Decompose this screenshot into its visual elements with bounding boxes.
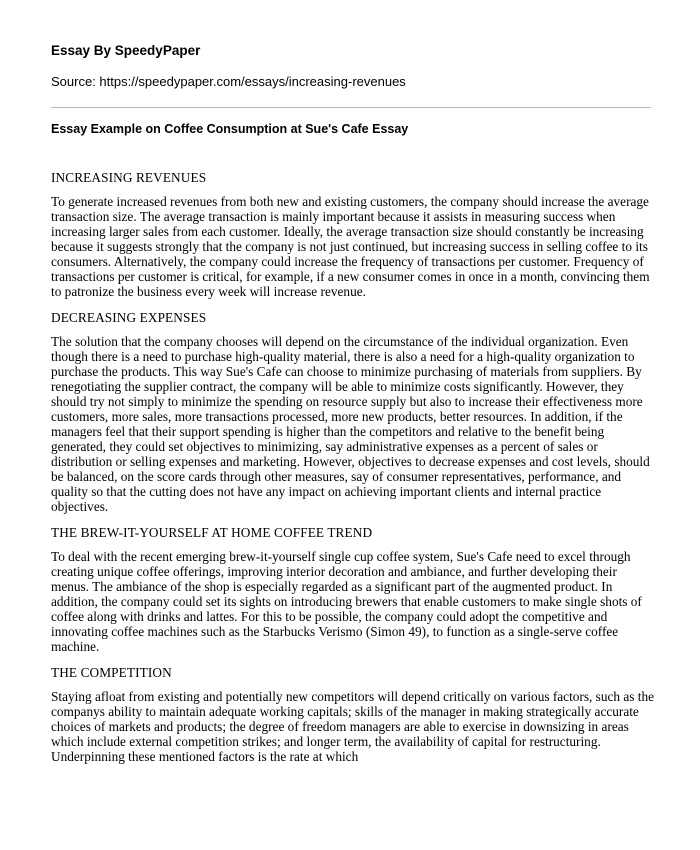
section-heading: THE BREW-IT-YOURSELF AT HOME COFFEE TREND <box>51 525 373 540</box>
brand-title: Essay By SpeedyPaper <box>51 43 201 58</box>
section-paragraph: To generate increased revenues from both new and existing customers, the company should increase the average transaction size. The average transaction is mainly important because it assists in measuring success when increasing larger sales from each customer. Ideally, the average transaction size should constantly be increasing because it suggests strongly that the company is not just continued, but increasing success in selling coffee to its consumers. Alternatively, the company could increase the frequency of transactions per customer. Frequency of transactions per customer is critical, for example, if a new consumer comes in once in a month, convincing them to patronize the business every week will increase revenue. <box>51 194 650 299</box>
section-heading: THE COMPETITION <box>51 665 172 680</box>
section-paragraph: To deal with the recent emerging brew-it-yourself single cup coffee system, Sue's Cafe need to excel through creating unique coffee offerings, improving interior decoration and ambiance, and further developing their menus. The ambiance of the shop is especially regarded as a significant part of the augmented product. In addition, the company could set its sights on introducing brewers that enable customers to make single shots of coffee along with drinks and lattes. For this to be possible, the company could adopt the competitive and innovating coffee machines such as the Starbucks Verismo (Simon 49), to function as a single-serve coffee machine. <box>51 549 642 654</box>
section-heading: DECREASING EXPENSES <box>51 310 207 325</box>
section-paragraph: Staying afloat from existing and potentially new competitors will depend critically on various factors, such as the companys ability to maintain adequate working capitals; skills of the manager in making strategically accurate choices of markets and products; the degree of freedom managers are able to exercise in downsizing in areas which include external competition strikes; and longer term, the availability of capital for restructuring. Underpinning these mentioned factors is the rate at which <box>51 689 655 764</box>
essay-title: Essay Example on Coffee Consumption at Sue's Cafe Essay <box>51 122 409 136</box>
header-divider <box>51 107 651 108</box>
section-heading: INCREASING REVENUES <box>51 170 207 185</box>
section-paragraph: The solution that the company chooses will depend on the circumstance of the individual organization. Even though there is a need to purchase high-quality material, there is also a need for a high-quality organization to purchase the products. This way Sue's Cafe can choose to minimize purchasing of materials from suppliers. By renegotiating the supplier contract, the company will be able to minimize costs significantly. However, they should try not simply to minimize the spending on resource supply but also to increase their effectiveness more customers, more sales, more transactions processed, more new products, better resources. In addition, if the managers feel that their support spending is higher than the competitors and relative to the benefit being generated, they could set objectives to minimizing, say administrative expenses as a percent of sales or distribution or selling expenses and marketing. However, objectives to decrease expenses and cost levels, should be balanced, on the score cards through other measures, say of consumer representatives, performance, and quality so that the cutting does not have any impact on achieving important clients and internal practice objectives. <box>51 334 650 514</box>
source-line: Source: https://speedypaper.com/essays/increasing-revenues <box>51 74 406 89</box>
essay-body <box>51 170 655 775</box>
